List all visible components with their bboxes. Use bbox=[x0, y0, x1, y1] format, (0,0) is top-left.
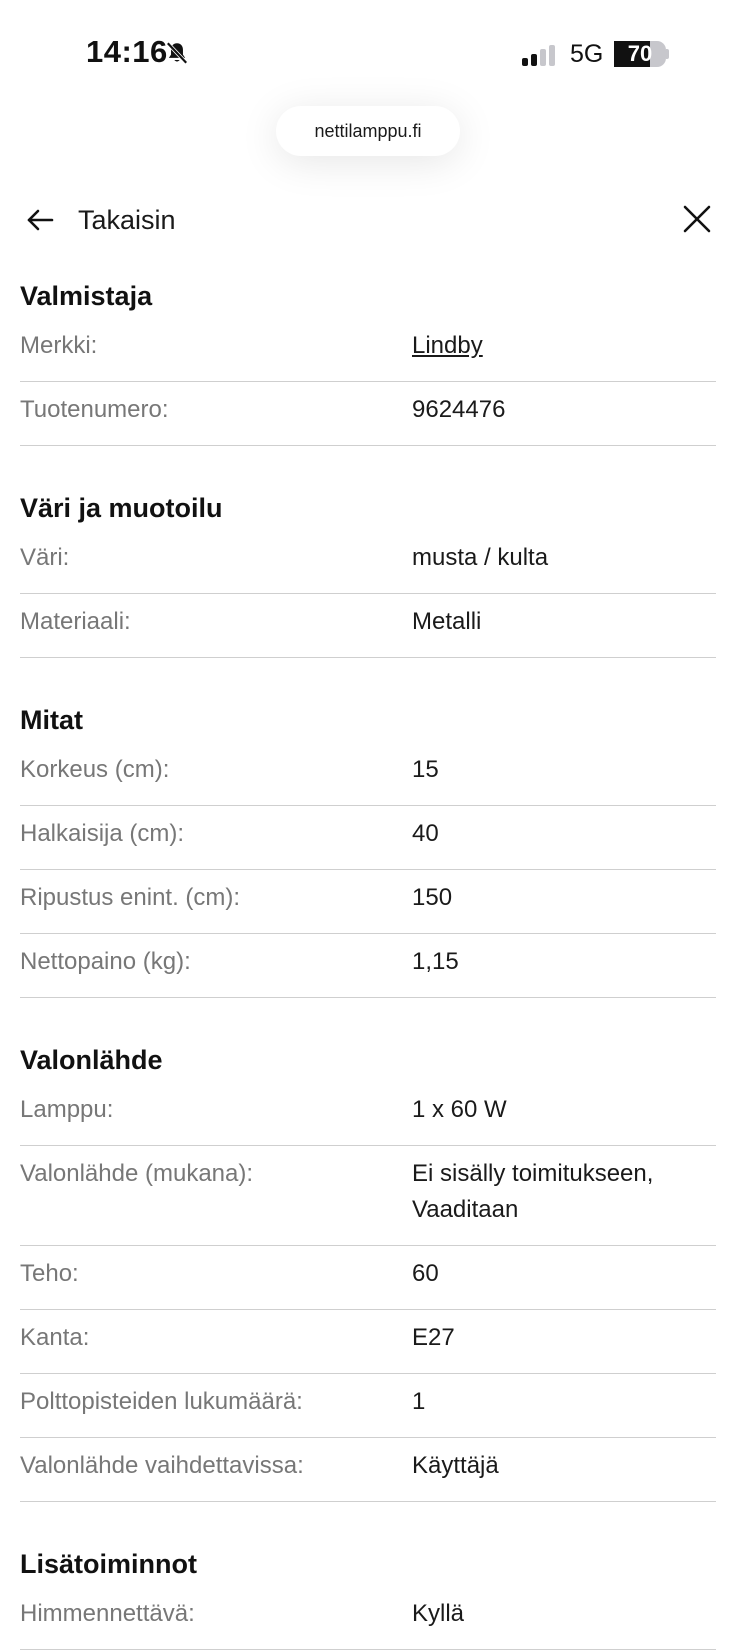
spec-row bbox=[20, 1438, 716, 1502]
spec-label: Korkeus (cm): bbox=[20, 756, 170, 783]
spec-label: Halkaisija (cm): bbox=[20, 820, 185, 847]
network-type: 5G bbox=[570, 40, 604, 68]
spec-section bbox=[20, 480, 716, 658]
signal-bar bbox=[549, 45, 555, 67]
spec-label: Nettopaino (kg): bbox=[20, 948, 191, 975]
battery-icon bbox=[614, 41, 666, 67]
spec-value: E27 bbox=[412, 1324, 455, 1351]
spec-row bbox=[20, 806, 716, 870]
spec-value: 1 bbox=[412, 1388, 426, 1415]
spec-section bbox=[20, 268, 716, 446]
brand-link[interactable]: Lindby bbox=[412, 332, 483, 359]
spec-section bbox=[20, 1032, 716, 1502]
status-time: 14:16 bbox=[86, 34, 168, 69]
battery-level: 70 bbox=[627, 41, 653, 66]
spec-label: Väri: bbox=[20, 544, 70, 571]
arrow-left-icon bbox=[24, 204, 56, 236]
spec-section bbox=[20, 1536, 716, 1650]
spec-label: Teho: bbox=[20, 1260, 79, 1287]
section-title: Väri ja muotoilu bbox=[20, 493, 223, 523]
back-label: Takaisin bbox=[78, 204, 176, 235]
signal-bar bbox=[522, 58, 528, 66]
spec-value: 15 bbox=[412, 756, 439, 783]
spec-value: 150 bbox=[412, 884, 453, 911]
spec-row bbox=[20, 934, 716, 998]
spec-value: Kyllä bbox=[412, 1600, 465, 1627]
spec-row bbox=[20, 382, 716, 446]
spec-value: musta / kulta bbox=[412, 544, 549, 571]
spec-label: Kanta: bbox=[20, 1324, 90, 1351]
spec-label: Merkki: bbox=[20, 332, 98, 359]
spec-row bbox=[20, 870, 716, 934]
spec-value: Käyttäjä bbox=[412, 1452, 499, 1479]
spec-row bbox=[20, 742, 716, 806]
section-title: Valmistaja bbox=[20, 281, 153, 311]
spec-label: Polttopisteiden lukumäärä: bbox=[20, 1388, 303, 1415]
signal-bar bbox=[540, 49, 546, 66]
spec-label: Himmennettävä: bbox=[20, 1600, 195, 1627]
spec-value: Metalli bbox=[412, 608, 482, 635]
spec-row bbox=[20, 1586, 716, 1650]
spec-row bbox=[20, 530, 716, 594]
spec-label: Materiaali: bbox=[20, 608, 131, 635]
spec-label: Valonlähde (mukana): bbox=[20, 1160, 254, 1187]
spec-value: 1 x 60 W bbox=[412, 1096, 507, 1123]
spec-row bbox=[20, 1082, 716, 1146]
spec-section bbox=[20, 692, 716, 998]
spec-row bbox=[20, 318, 716, 382]
signal-bar bbox=[531, 54, 537, 67]
spec-label: Valonlähde vaihdettavissa: bbox=[20, 1452, 304, 1479]
spec-row bbox=[20, 1146, 716, 1246]
spec-row bbox=[20, 1374, 716, 1438]
spec-label: Lamppu: bbox=[20, 1096, 114, 1123]
spec-value: 9624476 bbox=[412, 396, 506, 423]
battery-tip bbox=[666, 49, 669, 59]
spec-list bbox=[20, 268, 716, 1650]
spec-label: Ripustus enint. (cm): bbox=[20, 884, 241, 911]
spec-value: 1,15 bbox=[412, 948, 459, 975]
spec-value: 60 bbox=[412, 1260, 439, 1287]
spec-row bbox=[20, 1246, 716, 1310]
spec-row bbox=[20, 1310, 716, 1374]
spec-value: Ei sisälly toimitukseen, Vaaditaan bbox=[412, 1160, 654, 1223]
section-title: Lisätoiminnot bbox=[20, 1549, 197, 1579]
spec-value: 40 bbox=[412, 820, 439, 847]
section-title: Mitat bbox=[20, 705, 83, 735]
section-title: Valonlähde bbox=[20, 1045, 163, 1075]
cellular-signal-icon bbox=[522, 44, 558, 66]
back-button[interactable] bbox=[24, 196, 176, 244]
spec-label: Tuotenumero: bbox=[20, 396, 169, 423]
bell-slash-icon bbox=[164, 40, 190, 66]
spec-row bbox=[20, 594, 716, 658]
url-bar[interactable]: nettilamppu.fi bbox=[276, 106, 460, 156]
close-icon[interactable] bbox=[680, 202, 714, 236]
status-bar bbox=[0, 0, 736, 100]
